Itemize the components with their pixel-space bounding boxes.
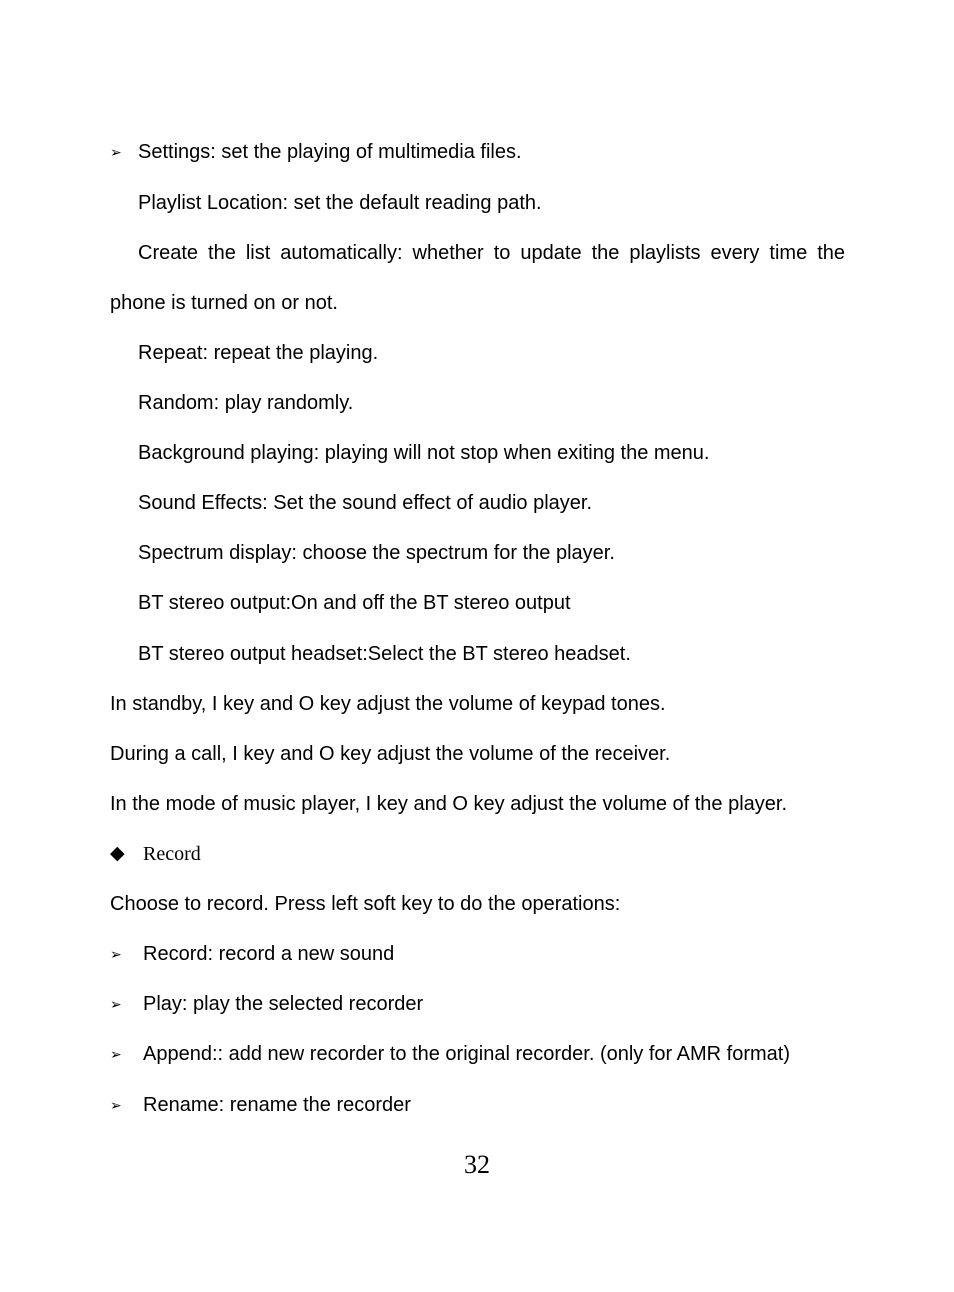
record-item-bullet-arrow-icon: ➢ (110, 946, 122, 962)
record-item-bullet-arrow-icon: ➢ (110, 1046, 122, 1062)
record-heading: Record (143, 843, 201, 865)
settings-heading: Settings: set the playing of multimedia files. (138, 141, 522, 163)
settings-item-repeat: Repeat: repeat the playing. (138, 342, 379, 364)
settings-item-background-playing: Background playing: playing will not stop when exiting the menu. (138, 442, 710, 464)
volume-note-call: During a call, I key and O key adjust the volume of the receiver. (110, 743, 671, 765)
settings-item-bt-stereo-headset: BT stereo output headset:Select the BT stereo headset. (138, 643, 631, 665)
settings-item-create-list-continued: phone is turned on or not. (110, 292, 338, 314)
record-item-append: Append:: add new recorder to the original recorder. (only for AMR format) (143, 1043, 790, 1065)
record-item-bullet-arrow-icon: ➢ (110, 1097, 122, 1113)
settings-item-bt-stereo-output: BT stereo output:On and off the BT stereo output (138, 592, 571, 614)
record-item-record: Record: record a new sound (143, 943, 395, 965)
volume-note-music-player: In the mode of music player, I key and O key adjust the volume of the player. (110, 793, 788, 815)
record-item-play: Play: play the selected recorder (143, 993, 424, 1015)
record-intro: Choose to record. Press left soft key to do the operations: (110, 893, 621, 915)
record-bullet-diamond-icon: ◆ (110, 843, 125, 864)
settings-item-spectrum-display: Spectrum display: choose the spectrum for the player. (138, 542, 615, 564)
settings-item-playlist-location: Playlist Location: set the default reading path. (138, 192, 542, 214)
settings-item-sound-effects: Sound Effects: Set the sound effect of audio player. (138, 492, 593, 514)
settings-item-random: Random: play randomly. (138, 392, 354, 414)
record-item-bullet-arrow-icon: ➢ (110, 996, 122, 1012)
page-number: 32 (464, 1150, 490, 1179)
volume-note-standby: In standby, I key and O key adjust the volume of keypad tones. (110, 693, 666, 715)
settings-item-create-list: Create the list automatically: whether to update the playlists every time the (138, 242, 845, 264)
record-item-rename: Rename: rename the recorder (143, 1094, 411, 1116)
settings-bullet-arrow-icon: ➢ (110, 144, 122, 160)
